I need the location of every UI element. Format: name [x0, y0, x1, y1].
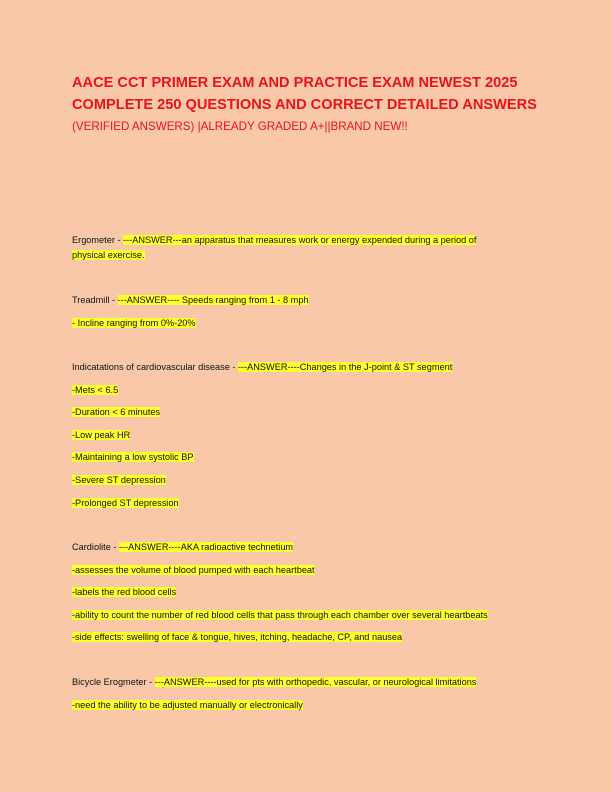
qa-question-line — [72, 674, 572, 697]
qa-answer: ---ANSWER----AKA radioactive technetium — [118, 542, 294, 552]
qa-answer-item: -Prolonged ST depression — [72, 497, 179, 508]
qa-answer: ---ANSWER---- Speeds ranging from 1 - 8 mph — [117, 295, 309, 305]
qa-term: Ergometer - — [72, 235, 124, 245]
qa-answer-line — [72, 449, 572, 472]
qa-answer-item: -Low peak HR — [72, 429, 131, 440]
qa-answer-item: -labels the red blood cells — [72, 587, 177, 598]
qa-answer-line — [72, 629, 572, 652]
qa-answer-line — [72, 248, 572, 263]
qa-answer-line — [72, 562, 572, 585]
qa-entry-cardiovascular-disease — [72, 359, 572, 517]
qa-entry-treadmill — [72, 292, 572, 337]
qa-question-line — [72, 292, 572, 315]
title-suffix: (VERIFIED ANSWERS) |ALREADY GRADED A+||BRAND NEW!! — [72, 120, 408, 133]
qa-question-line — [72, 539, 572, 562]
qa-question-line — [72, 233, 572, 248]
qa-answer-line — [72, 495, 572, 518]
qa-answer-line — [72, 584, 572, 607]
qa-answer: ---ANSWER----Changes in the J-point & ST segment — [237, 362, 453, 372]
qa-answer-item: - Incline ranging from 0%-20% — [72, 317, 196, 328]
qa-answer-item: -assesses the volume of blood pumped with each heartbeat — [72, 564, 315, 575]
qa-answer-line — [72, 697, 572, 720]
qa-answer-item: -Mets < 6.5 — [72, 384, 119, 395]
qa-answer-line — [72, 315, 572, 338]
qa-answer-continuation: physical exercise. — [72, 250, 145, 260]
qa-term: Indicatations of cardiovascular disease - — [72, 362, 238, 372]
qa-term: Bicycle Erogmeter - — [72, 677, 155, 687]
title-main: AACE CCT PRIMER EXAM AND PRACTICE EXAM NEWEST 2025 COMPLETE 250 QUESTIONS AND CORRECT DETAILED ANSWERS — [72, 75, 537, 113]
qa-answer-item: -side effects: swelling of face & tongue, hives, itching, headache, CP, and nausea — [72, 632, 403, 643]
qa-answer-item: -Severe ST depression — [72, 474, 166, 485]
qa-answer-item: -need the ability to be adjusted manually or electronically — [72, 699, 303, 710]
qa-term: Treadmill - — [72, 295, 118, 305]
qa-entry-ergometer — [72, 233, 572, 263]
qa-term: Cardiolite - — [72, 542, 119, 552]
qa-answer-item: -ability to count the number of red blood cells that pass through each chamber over several heartbeats — [72, 609, 488, 620]
qa-question-line — [72, 359, 572, 382]
qa-answer-item: -Maintaining a low systolic BP — [72, 452, 194, 463]
qa-answer-line — [72, 427, 572, 450]
qa-answer-item: -Duration < 6 minutes — [72, 407, 161, 418]
qa-answer: ---ANSWER---an apparatus that measures work or energy expended during a period of — [123, 235, 477, 245]
qa-answer-line — [72, 382, 572, 405]
qa-answer-line — [72, 404, 572, 427]
qa-answer: ---ANSWER----used for pts with orthopedic, vascular, or neurological limitations — [154, 677, 477, 687]
qa-entry-cardiolite — [72, 539, 572, 652]
qa-entry-bicycle-ergometer — [72, 674, 572, 719]
qa-answer-line — [72, 472, 572, 495]
document-title — [72, 73, 542, 138]
qa-answer-line — [72, 607, 572, 630]
